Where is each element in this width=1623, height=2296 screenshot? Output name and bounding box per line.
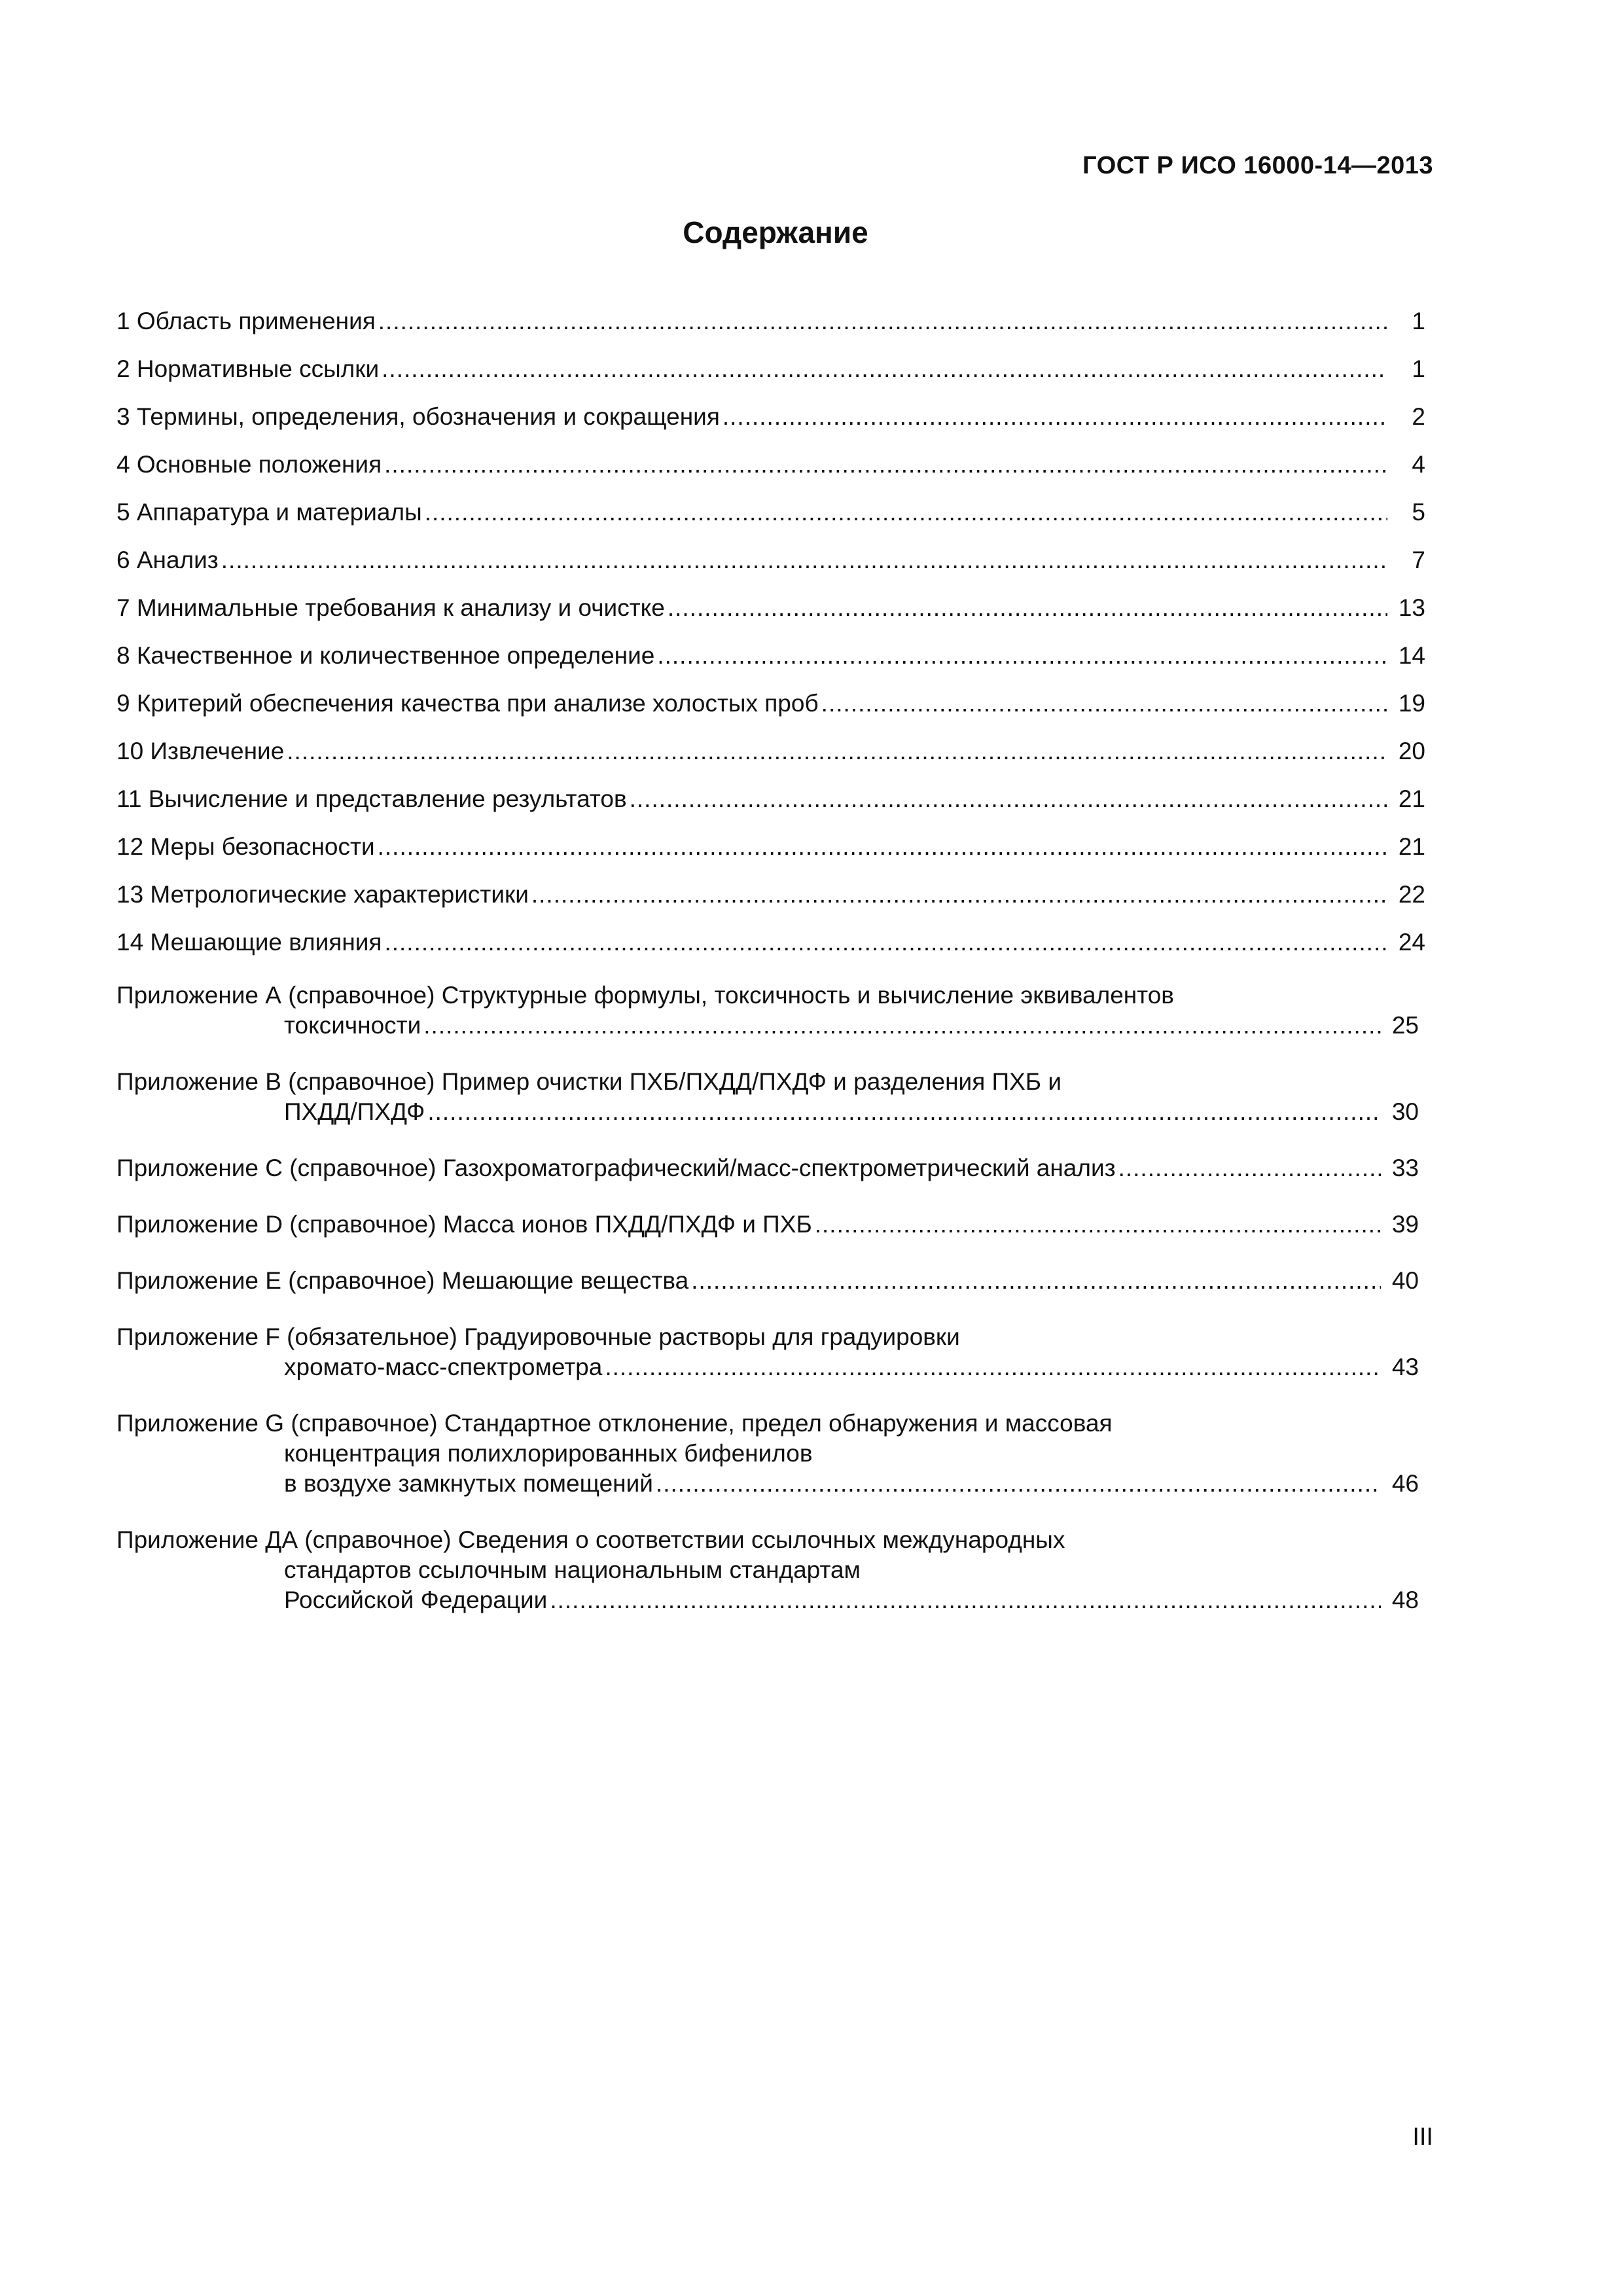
toc-row[interactable] [116,1469,1419,1499]
toc-entry-page: 43 [1391,1354,1419,1380]
toc-row[interactable] [116,832,1425,862]
toc-section-entry[interactable] [116,689,1425,736]
toc-section-entry[interactable] [116,784,1425,832]
dot-leader [427,1097,1381,1127]
dot-leader [1118,1153,1381,1183]
toc-entry-page: 5 [1412,499,1425,526]
appendix-title-line: концентрация полихлорированных бифенилов [284,1440,813,1467]
toc-appendix-entry[interactable] [116,1266,1425,1296]
toc-row[interactable] [116,497,1425,528]
dot-leader [657,641,1387,671]
toc-entry-label: хромато-масс-спектрометра [284,1354,603,1380]
toc-entry-label: Приложение C (справочное) Газохроматографический/масс-спектрометрический анализ [116,1155,1116,1181]
dot-leader [722,402,1387,432]
dot-leader [423,1011,1381,1041]
toc-section-entry[interactable] [116,450,1425,497]
toc-entry-page: 48 [1391,1587,1419,1613]
toc-entry-label: Российской Федерации [284,1587,548,1613]
toc-entry-label: в воздухе замкнутых помещений [284,1470,653,1497]
document-code: ГОСТ Р ИСО 16000-14—2013 [1082,152,1433,179]
toc-entry-page: 21 [1398,833,1425,860]
toc-entry-page: 24 [1398,929,1425,956]
toc-row[interactable] [116,880,1425,910]
toc-entry-label: 6 Анализ [116,547,219,573]
toc-entry-page: 39 [1391,1211,1419,1238]
toc-entry-label: Приложение Е (справочное) Мешающие вещества [116,1267,689,1294]
toc-entry-page: 2 [1412,403,1425,430]
toc-section-entry[interactable] [116,497,1425,545]
toc-row[interactable] [116,1585,1419,1615]
toc-entry-page: 30 [1391,1098,1419,1125]
dot-leader [287,736,1387,766]
toc-entry-page: 46 [1391,1470,1419,1497]
dot-leader [815,1210,1381,1240]
toc-appendix-entry[interactable] [116,1153,1425,1183]
dot-leader [221,545,1387,575]
toc-row[interactable] [116,784,1425,814]
page-title: Содержание [683,215,868,249]
toc-row[interactable] [116,641,1425,671]
table-of-contents [116,306,1425,1641]
toc-entry-label: 11 Вычисление и представление результатов [116,785,627,812]
toc-row[interactable] [116,1153,1419,1183]
toc-section-entry[interactable] [116,832,1425,880]
toc-entry-label: токсичности [284,1012,421,1039]
toc-appendix-entry[interactable] [116,1322,1425,1382]
appendix-title-line: Приложение G (справочное) Стандартное отклонение, предел обнаружения и массовая [116,1410,1113,1437]
toc-entry-page: 21 [1398,785,1425,812]
toc-entry-label: 5 Аппаратура и материалы [116,499,422,526]
toc-appendix-entry[interactable] [116,1067,1425,1127]
appendix-title-line: Приложение F (обязательное) Градуировочные растворы для градуировки [116,1323,960,1350]
toc-row[interactable] [116,689,1425,719]
toc-entry-page: 1 [1412,355,1425,382]
toc-entry-page: 19 [1398,690,1425,717]
dot-leader [425,497,1387,528]
appendix-title-line: Приложение А (справочное) Структурные формулы, токсичность и вычисление эквивалентов [116,982,1174,1009]
toc-entry-page: 1 [1412,308,1425,334]
toc-section-entry[interactable] [116,354,1425,402]
toc-entry-page: 20 [1398,738,1425,764]
toc-entry-label: 13 Метрологические характеристики [116,881,529,908]
toc-entry-page: 13 [1398,594,1425,621]
dot-leader [378,832,1387,862]
toc-section-entry[interactable] [116,306,1425,354]
dot-leader [550,1585,1381,1615]
dot-leader [382,354,1387,384]
toc-appendix-entry[interactable] [116,1408,1425,1499]
dot-leader [691,1266,1381,1296]
toc-section-entry[interactable] [116,593,1425,641]
toc-entry-page: 22 [1398,881,1425,908]
dot-leader [531,880,1387,910]
toc-appendices [116,980,1425,1615]
dot-leader [630,784,1387,814]
appendix-title-line: Приложение ДА (справочное) Сведения о соответствии ссылочных международных [116,1526,1065,1553]
appendix-title-line: Приложение B (справочное) Пример очистки ПХБ/ПХДД/ПХДФ и разделения ПХБ и [116,1068,1062,1095]
dot-leader [656,1469,1381,1499]
toc-entry-label: 10 Извлечение [116,738,285,764]
toc-sections [116,306,1425,975]
toc-entry-label: ПХДД/ПХДФ [284,1098,425,1125]
toc-entry-label: 7 Минимальные требования к анализу и очистке [116,594,665,621]
dot-leader [605,1352,1381,1382]
toc-section-entry[interactable] [116,880,1425,927]
toc-section-entry[interactable] [116,927,1425,975]
toc-section-entry[interactable] [116,545,1425,593]
toc-row[interactable] [116,306,1425,336]
toc-row[interactable] [116,354,1425,384]
toc-entry-page: 40 [1391,1267,1419,1294]
toc-row[interactable] [116,1210,1419,1240]
toc-row[interactable] [116,927,1425,958]
toc-entry-label: 12 Меры безопасности [116,833,375,860]
toc-entry-page: 7 [1412,547,1425,573]
page-number: III [1412,2123,1433,2151]
toc-appendix-entry[interactable] [116,980,1425,1041]
toc-section-entry[interactable] [116,736,1425,784]
toc-entry-label: 8 Качественное и количественное определение [116,642,655,669]
dot-leader [384,450,1387,480]
toc-row[interactable] [116,736,1425,766]
dot-leader [378,306,1387,336]
toc-appendix-entry[interactable] [116,1525,1425,1615]
toc-entry-page: 14 [1398,642,1425,669]
toc-entry-label: 3 Термины, определения, обозначения и сокращения [116,403,720,430]
toc-section-entry[interactable] [116,641,1425,689]
toc-entry-label: 1 Область применения [116,308,376,334]
toc-row[interactable] [116,1011,1419,1041]
toc-row[interactable] [116,545,1425,575]
toc-entry-page: 25 [1391,1012,1419,1039]
toc-row[interactable] [116,450,1425,480]
dot-leader [821,689,1387,719]
toc-entry-label: 4 Основные положения [116,451,382,478]
toc-entry-label: 2 Нормативные ссылки [116,355,380,382]
toc-section-entry[interactable] [116,402,1425,450]
toc-entry-label: Приложение D (справочное) Масса ионов ПХДД/ПХДФ и ПХБ [116,1211,812,1238]
toc-row[interactable] [116,402,1425,432]
toc-entry-page: 4 [1412,451,1425,478]
toc-entry-label: 9 Критерий обеспечения качества при анализе холостых проб [116,690,819,717]
toc-entry-label: 14 Мешающие влияния [116,929,382,956]
toc-row[interactable] [116,1097,1419,1127]
dot-leader [668,593,1387,623]
toc-row[interactable] [116,1352,1419,1382]
toc-row[interactable] [116,593,1425,623]
toc-appendix-entry[interactable] [116,1210,1425,1240]
appendix-title-line: стандартов ссылочным национальным стандартам [284,1556,861,1583]
toc-row[interactable] [116,1266,1419,1296]
toc-entry-page: 33 [1391,1155,1419,1181]
dot-leader [384,927,1387,958]
